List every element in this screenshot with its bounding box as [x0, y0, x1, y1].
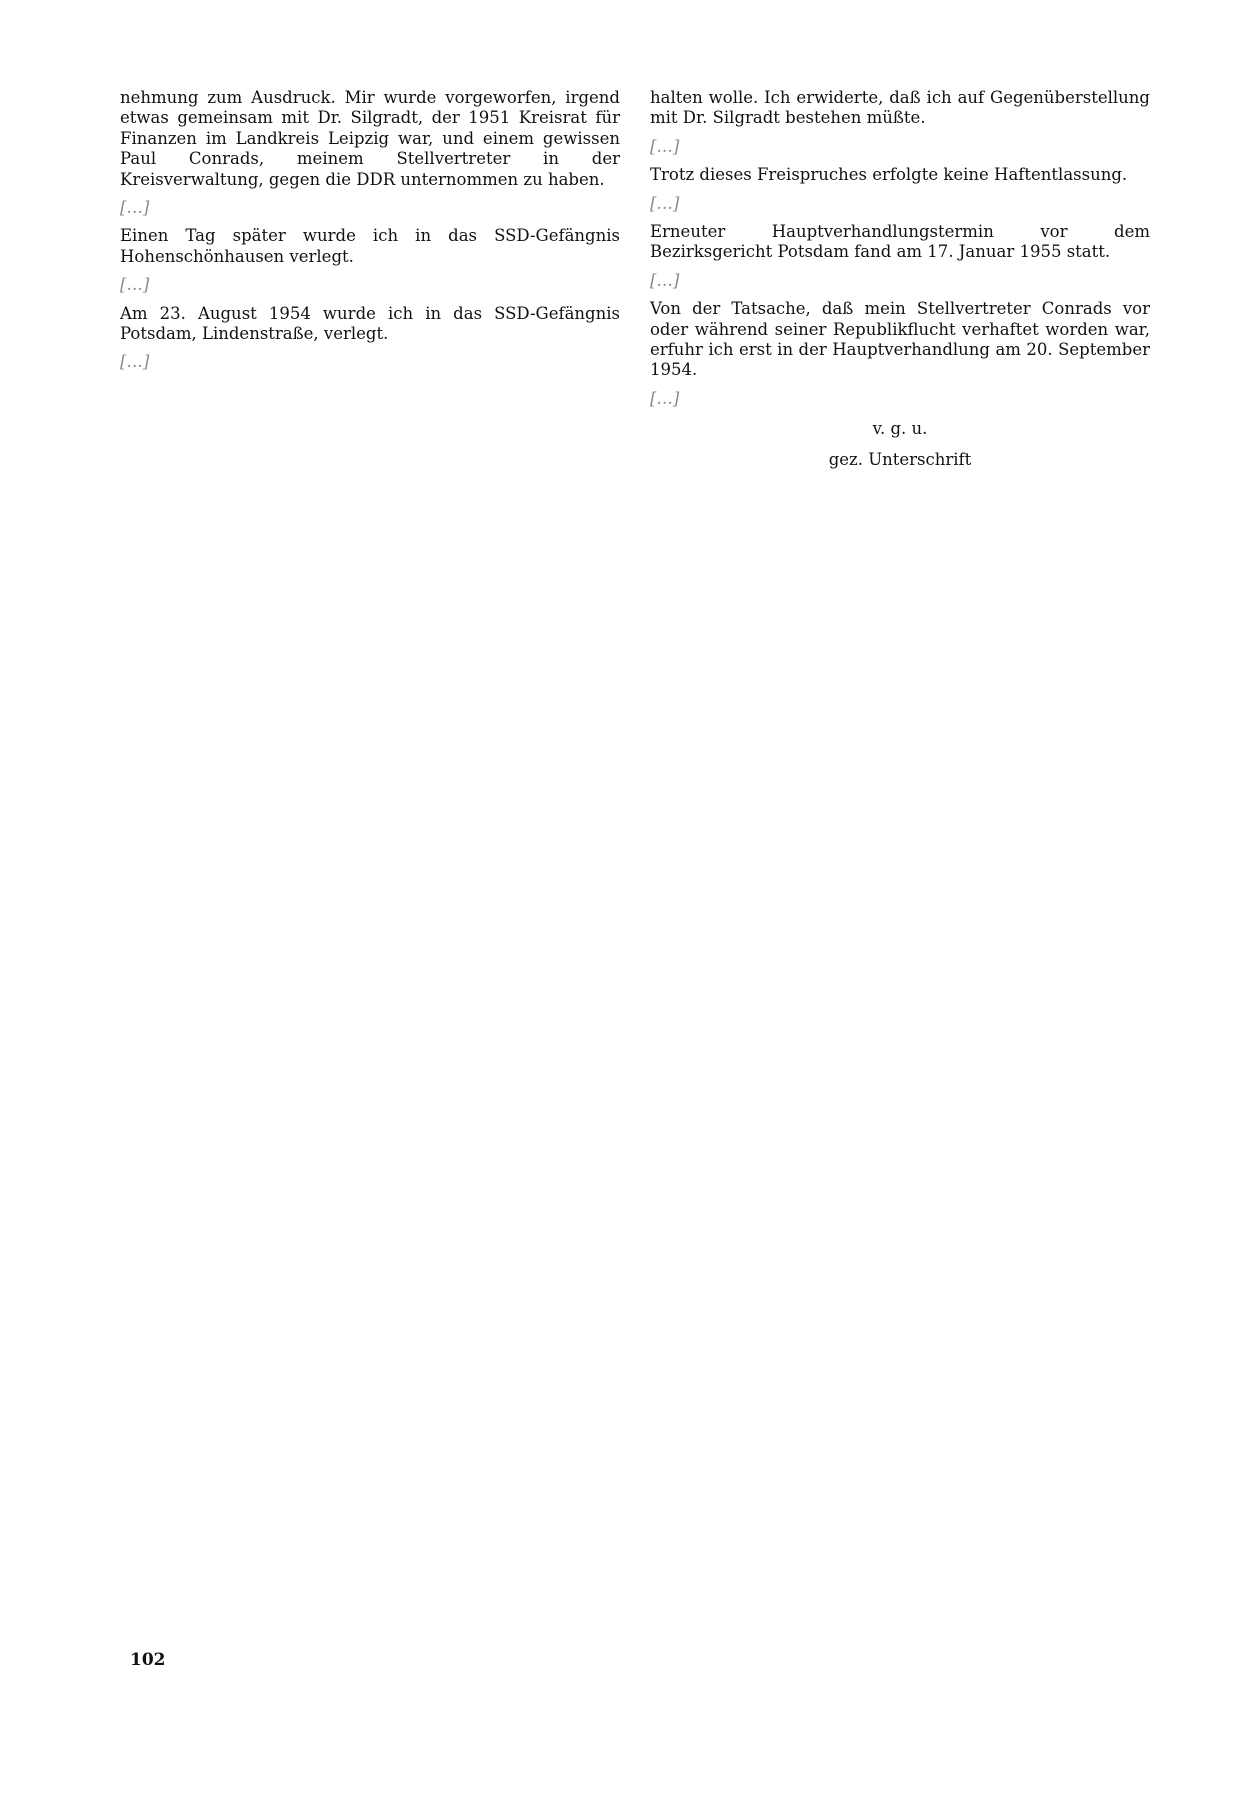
paragraph: Trotz dieses Freispruches erfolgte keine Haftentlassung. — [650, 165, 1128, 185]
illegible-gap: […] — [650, 388, 680, 408]
paragraph: nehmung zum Ausdruck. Mir wurde vorgeworfen, irgend etwas gemeinsam mit Dr. Silgradt, der 1951 Kreisrat für Finanzen im Landkreis Leipzig war, und einem gewissen Paul Conrads, meinem Stellvertreter in der Kreisverwaltung, gegen die DDR unternommen zu haben. — [120, 88, 620, 189]
paragraph: Von der Tatsache, daß mein Stellvertreter Conrads vor oder während seiner Republikflucht verhaftet worden war, erfuhr ich erst in der Hauptverhandlung am 20. September 1954. — [650, 299, 1150, 380]
page-number: 102 — [130, 1650, 166, 1670]
illegible-gap: […] — [650, 193, 680, 213]
illegible-gap: […] — [650, 270, 680, 290]
paragraph: Am 23. August 1954 wurde ich in das SSD-Gefängnis Potsdam, Lindenstraße, verlegt. — [120, 303, 620, 344]
illegible-gap: […] — [120, 275, 150, 295]
signature-line-2: gez. Unterschrift — [828, 449, 972, 469]
right-column — [650, 88, 1150, 470]
illegible-gap: […] — [120, 352, 150, 372]
signature-line-1: v. g. u. — [872, 419, 928, 439]
illegible-gap: […] — [120, 198, 150, 218]
paragraph: halten wolle. Ich erwiderte, daß ich auf Gegenüberstellung mit Dr. Silgradt bestehen müßte. — [650, 88, 1150, 128]
paragraph: Einen Tag später wurde ich in das SSD-Gefängnis Hohenschönhausen verlegt. — [120, 226, 620, 266]
paragraph: Erneuter Hauptverhandlungstermin vor dem Bezirksgericht Potsdam fand am 17. Januar 1955 statt. — [650, 222, 1150, 262]
left-column — [120, 88, 620, 381]
document-page — [120, 88, 1150, 1718]
illegible-gap: […] — [650, 136, 680, 156]
